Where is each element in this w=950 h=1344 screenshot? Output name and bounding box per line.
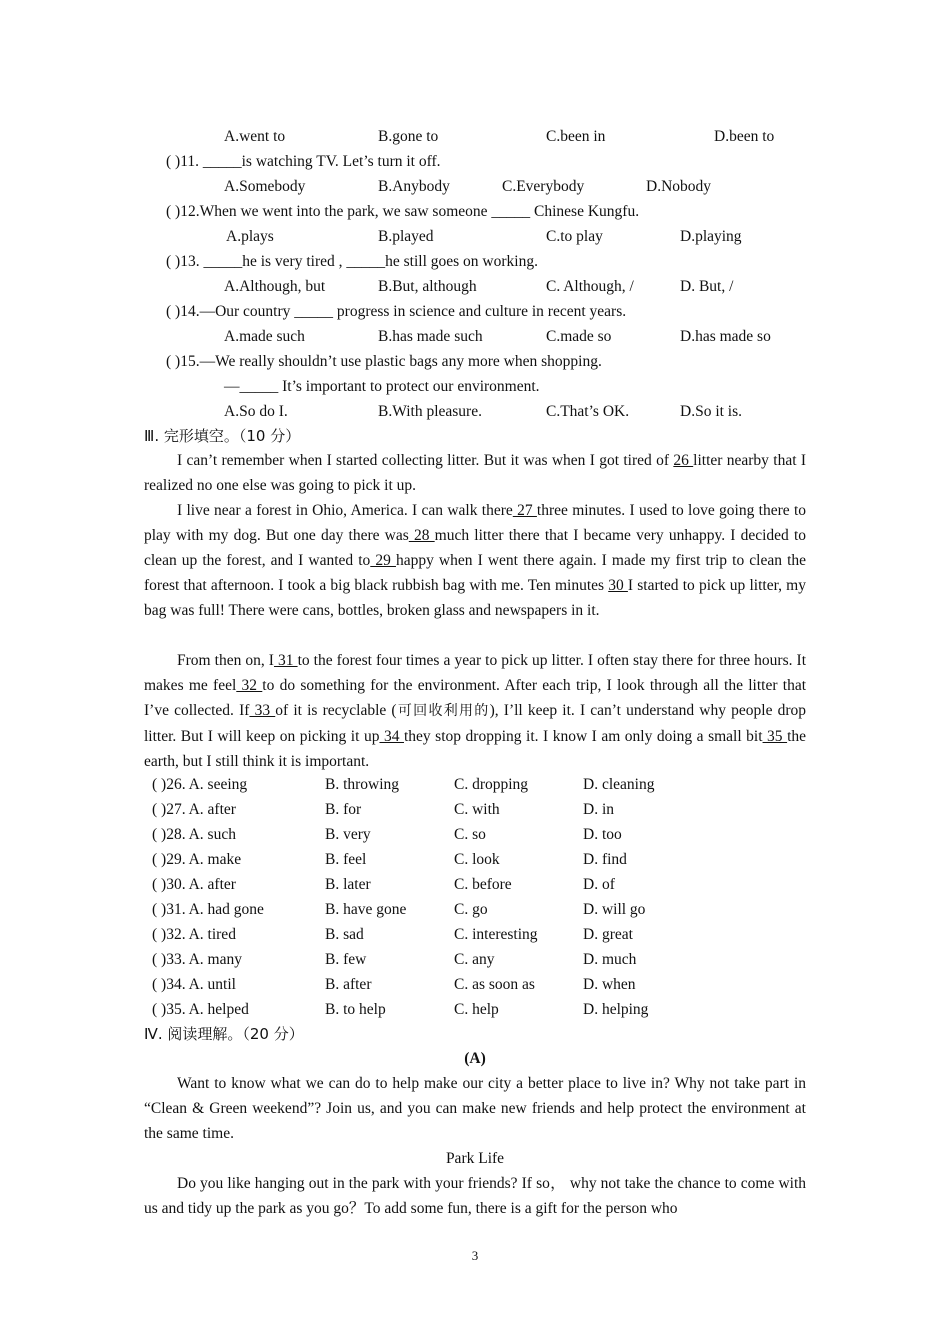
reading-body: Do you like hanging out in the park with your friends? If so， why not take the chance to come with us and tidy up the park as you go？To add some fun, there is a gift for the person who: [144, 1175, 806, 1217]
q10-option-a: A.went to: [224, 128, 286, 145]
q15-stem-reply: —_____ It’s important to protect our environment.: [224, 378, 540, 395]
cloze-35-a: ( )35. A. helped: [152, 1001, 249, 1018]
cloze-35-c: C. help: [454, 1001, 499, 1018]
cloze-32-c: C. interesting: [454, 926, 538, 943]
q11-option-a: A.Somebody: [224, 178, 306, 195]
cloze-29-c: C. look: [454, 851, 500, 868]
q11-option-b: B.Anybody: [378, 178, 450, 195]
q11-stem: ( )11. _____is watching TV. Let’s turn it off.: [166, 153, 441, 170]
cloze-34-b: B. after: [325, 976, 372, 993]
cloze-34-d: D. when: [583, 976, 636, 993]
q12-option-a: A.plays: [226, 228, 274, 245]
q15-option-d: D.So it is.: [680, 403, 743, 420]
q14-option-d: D.has made so: [680, 328, 771, 345]
cloze-27-c: C. with: [454, 801, 500, 818]
passage-label: (A): [464, 1050, 486, 1067]
cloze-34-c: C. as soon as: [454, 976, 535, 993]
cloze-paragraph-1: I can’t remember when I started collecting litter. But it was when I got tired of 26 litter nearby that I realized no one else was going to pick it up.: [144, 452, 806, 494]
q12-option-c: C.to play: [546, 228, 603, 245]
reading-intro: Want to know what we can do to help make our city a better place to live in? Why not take part in “Clean & Green weekend”? Join us, and you can make new friends and help protect the environment at the same time.: [144, 1075, 806, 1142]
cloze-26-b: B. throwing: [325, 776, 400, 793]
cloze-33-c: C. any: [454, 951, 495, 968]
q12-option-d: D.playing: [680, 228, 742, 245]
cloze-30-c: C. before: [454, 876, 512, 893]
q15-option-c: C.That’s OK.: [546, 403, 630, 420]
cloze-paragraph-2: I live near a forest in Ohio, America. I can walk there 27 three minutes. I used to love going there to play with my dog. But one day there was 28 much litter there that I became very unhappy. I decided to clean up the forest, and I wanted to 29 happy when I went there again. I made my first trip to clean the forest that afternoon. I took a big black rubbish bag with me. Ten minutes 30 I started to pick up litter, my bag was full! There were cans, bottles, broken glass and newspapers in it.: [144, 502, 806, 619]
q12-option-b: B.played: [378, 228, 434, 245]
cloze-28-d: D. too: [583, 826, 622, 843]
cloze-30-a: ( )30. A. after: [152, 876, 236, 893]
cloze-32-d: D. great: [583, 926, 633, 943]
section-4-title: Ⅳ. 阅读理解。（20 分）: [144, 1025, 304, 1043]
q13-option-a: A.Although, but: [224, 278, 326, 295]
q12-stem: ( )12.When we went into the park, we saw someone _____ Chinese Kungfu.: [166, 203, 640, 220]
q14-stem: ( )14.—Our country _____ progress in science and culture in recent years.: [166, 303, 627, 320]
page-number: 3: [471, 1248, 479, 1263]
cloze-31-a: ( )31. A. had gone: [152, 901, 264, 918]
q14-option-c: C.made so: [546, 328, 612, 345]
cloze-32-b: B. sad: [325, 926, 364, 943]
cloze-35-d: D. helping: [583, 1001, 649, 1018]
cloze-33-a: ( )33. A. many: [152, 951, 242, 968]
q14-option-b: B.has made such: [378, 328, 483, 345]
cloze-29-b: B. feel: [325, 851, 367, 868]
cloze-28-a: ( )28. A. such: [152, 826, 236, 843]
q15-option-a: A.So do I.: [224, 403, 288, 420]
cloze-31-d: D. will go: [583, 901, 646, 918]
q11-option-c: C.Everybody: [502, 178, 585, 195]
cloze-26-c: C. dropping: [454, 776, 529, 793]
cloze-28-c: C. so: [454, 826, 486, 843]
q13-option-d: D. But, /: [680, 278, 734, 295]
q14-option-a: A.made such: [224, 328, 305, 345]
q11-option-d: D.Nobody: [646, 178, 712, 195]
q15-stem: ( )15.—We really shouldn’t use plastic bags any more when shopping.: [166, 353, 602, 370]
q10-option-d: D.been to: [714, 128, 775, 145]
cloze-29-a: ( )29. A. make: [152, 851, 242, 868]
cloze-34-a: ( )34. A. until: [152, 976, 236, 993]
cloze-27-d: D. in: [583, 801, 614, 818]
cloze-27-a: ( )27. A. after: [152, 801, 236, 818]
q10-option-b: B.gone to: [378, 128, 439, 145]
cloze-31-b: B. have gone: [325, 901, 407, 918]
cloze-33-b: B. few: [325, 951, 367, 968]
cloze-31-c: C. go: [454, 901, 488, 918]
cloze-30-d: D. of: [583, 876, 615, 893]
q13-stem: ( )13. _____he is very tired , _____he still goes on working.: [166, 253, 538, 270]
passage-subtitle: Park Life: [445, 1150, 505, 1167]
cloze-35-b: B. to help: [325, 1001, 386, 1018]
q15-option-b: B.With pleasure.: [378, 403, 482, 420]
cloze-30-b: B. later: [325, 876, 371, 893]
cloze-26-a: ( )26. A. seeing: [152, 776, 248, 793]
cloze-32-a: ( )32. A. tired: [152, 926, 236, 943]
cloze-27-b: B. for: [325, 801, 362, 818]
cloze-paragraph-3: From then on, I 31 to the forest four times a year to pick up litter. I often stay there for three hours. It makes me feel 32 to do something for the environment. After each trip, I look through all the litter that I’ve collected. If 33 of it is recyclable (可回收利用的), I’ll keep it. I can’t understand why people drop litter. But I will keep on picking it up 34 they stop dropping it. I know I am only doing a small bit 35 the earth, but I still think it is important.: [144, 652, 807, 770]
section-3-title: Ⅲ. 完形填空。（10 分）: [144, 427, 301, 445]
cloze-29-d: D. find: [583, 851, 627, 868]
cloze-33-d: D. much: [583, 951, 637, 968]
q13-option-c: C. Although, /: [546, 278, 634, 295]
q10-option-c: C.been in: [546, 128, 606, 145]
q13-option-b: B.But, although: [378, 278, 477, 295]
cloze-28-b: B. very: [325, 826, 371, 843]
cloze-26-d: D. cleaning: [583, 776, 655, 793]
